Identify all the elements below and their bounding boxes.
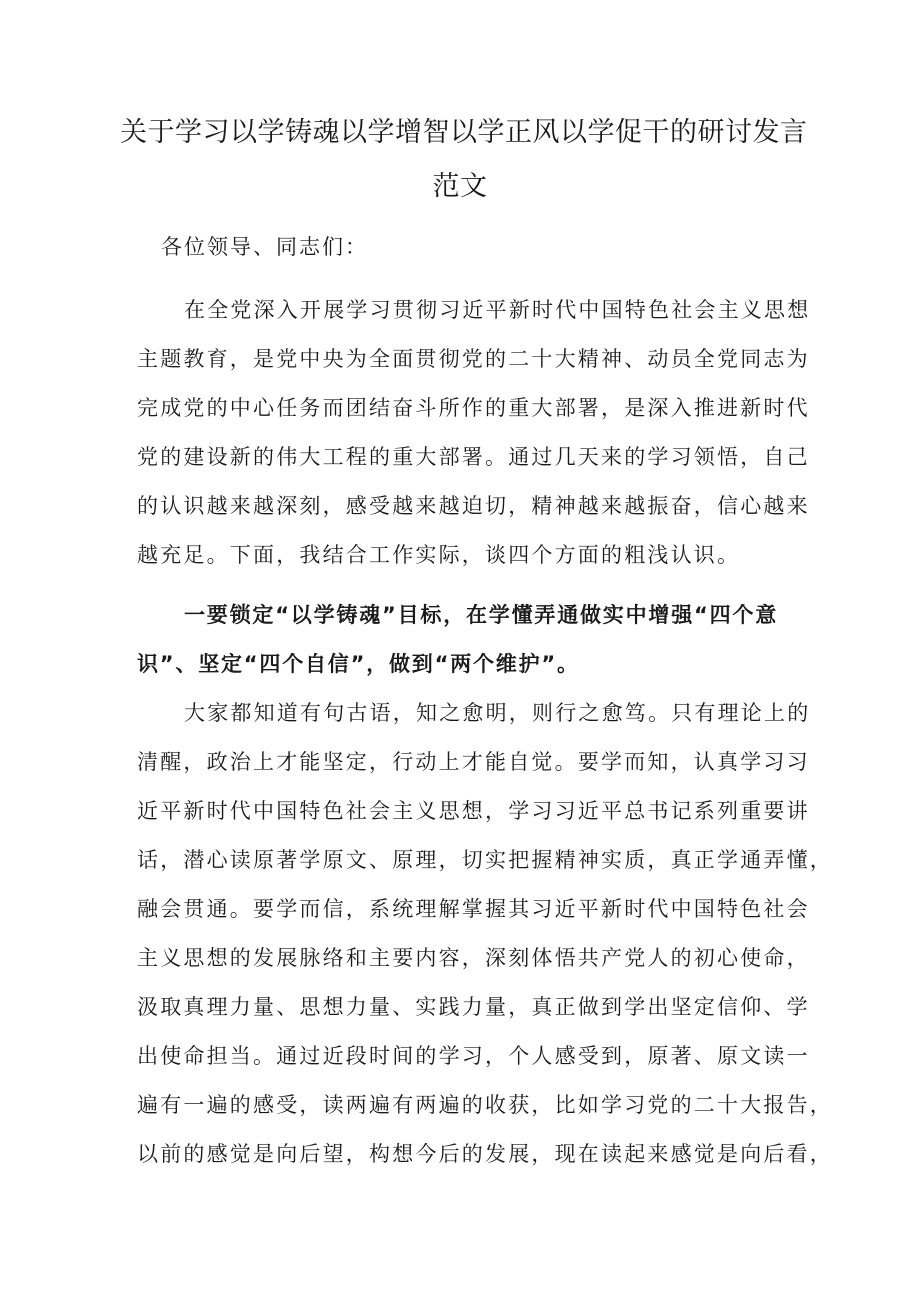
paragraph-line: 的认识越来越深刻，感受越来越迫切，精神越来越振奋，信心越来 bbox=[137, 494, 810, 518]
paragraph-line: 出使命担当。通过近段时间的学习，个人感受到，原著、原文读一 bbox=[137, 1044, 810, 1068]
paragraph-line: 话，潜心读原著学原文、原理，切实把握精神实质，真正学通弄懂， bbox=[137, 848, 833, 872]
paragraph-line: 主义思想的发展脉络和主要内容，深刻体悟共产党人的初心使命， bbox=[137, 946, 810, 970]
paragraph-line: 清醒，政治上才能坚定，行动上才能自觉。要学而知，认真学习习 bbox=[137, 750, 810, 774]
paragraph-line: 党的建设新的伟大工程的重大部署。通过几天来的学习领悟，自己 bbox=[137, 445, 810, 469]
paragraph-line: 以前的感觉是向后望，构想今后的发展，现在读起来感觉是向后看， bbox=[137, 1142, 833, 1166]
paragraph-line: 在全党深入开展学习贯彻习近平新时代中国特色社会主义思想 bbox=[184, 298, 811, 322]
document-title-line-1: 关于学习以学铸魂以学增智以学正风以学促干的研讨发言 bbox=[120, 117, 808, 148]
paragraph-line: 汲取真理力量、思想力量、实践力量，真正做到学出坚定信仰、学 bbox=[137, 995, 810, 1019]
paragraph-line: 完成党的中心任务而团结奋斗所作的重大部署，是深入推进新时代 bbox=[137, 396, 810, 420]
paragraph-line: 融会贯通。要学而信，系统理解掌握其习近平新时代中国特色社会 bbox=[137, 897, 810, 921]
section-heading-line: 一要锁定“以学铸魂”目标，在学懂弄通做实中增强“四个意 bbox=[184, 603, 779, 627]
paragraph-line: 主题教育，是党中央为全面贯彻党的二十大精神、动员全党同志为 bbox=[137, 347, 810, 371]
paragraph-line: 越充足。下面，我结合工作实际，谈四个方面的粗浅认识。 bbox=[137, 543, 741, 567]
section-heading-line: 识”、坚定“四个自信”，做到“两个维护”。 bbox=[137, 652, 580, 676]
paragraph-line: 近平新时代中国特色社会主义思想，学习习近平总书记系列重要讲 bbox=[137, 799, 810, 823]
salutation: 各位领导、同志们： bbox=[161, 235, 368, 259]
paragraph-line: 遍有一遍的感受，读两遍有两遍的收获，比如学习党的二十大报告， bbox=[137, 1093, 833, 1117]
paragraph-line: 大家都知道有句古语，知之愈明，则行之愈笃。只有理论上的 bbox=[184, 701, 811, 725]
document-title-line-2: 范文 bbox=[432, 171, 488, 202]
